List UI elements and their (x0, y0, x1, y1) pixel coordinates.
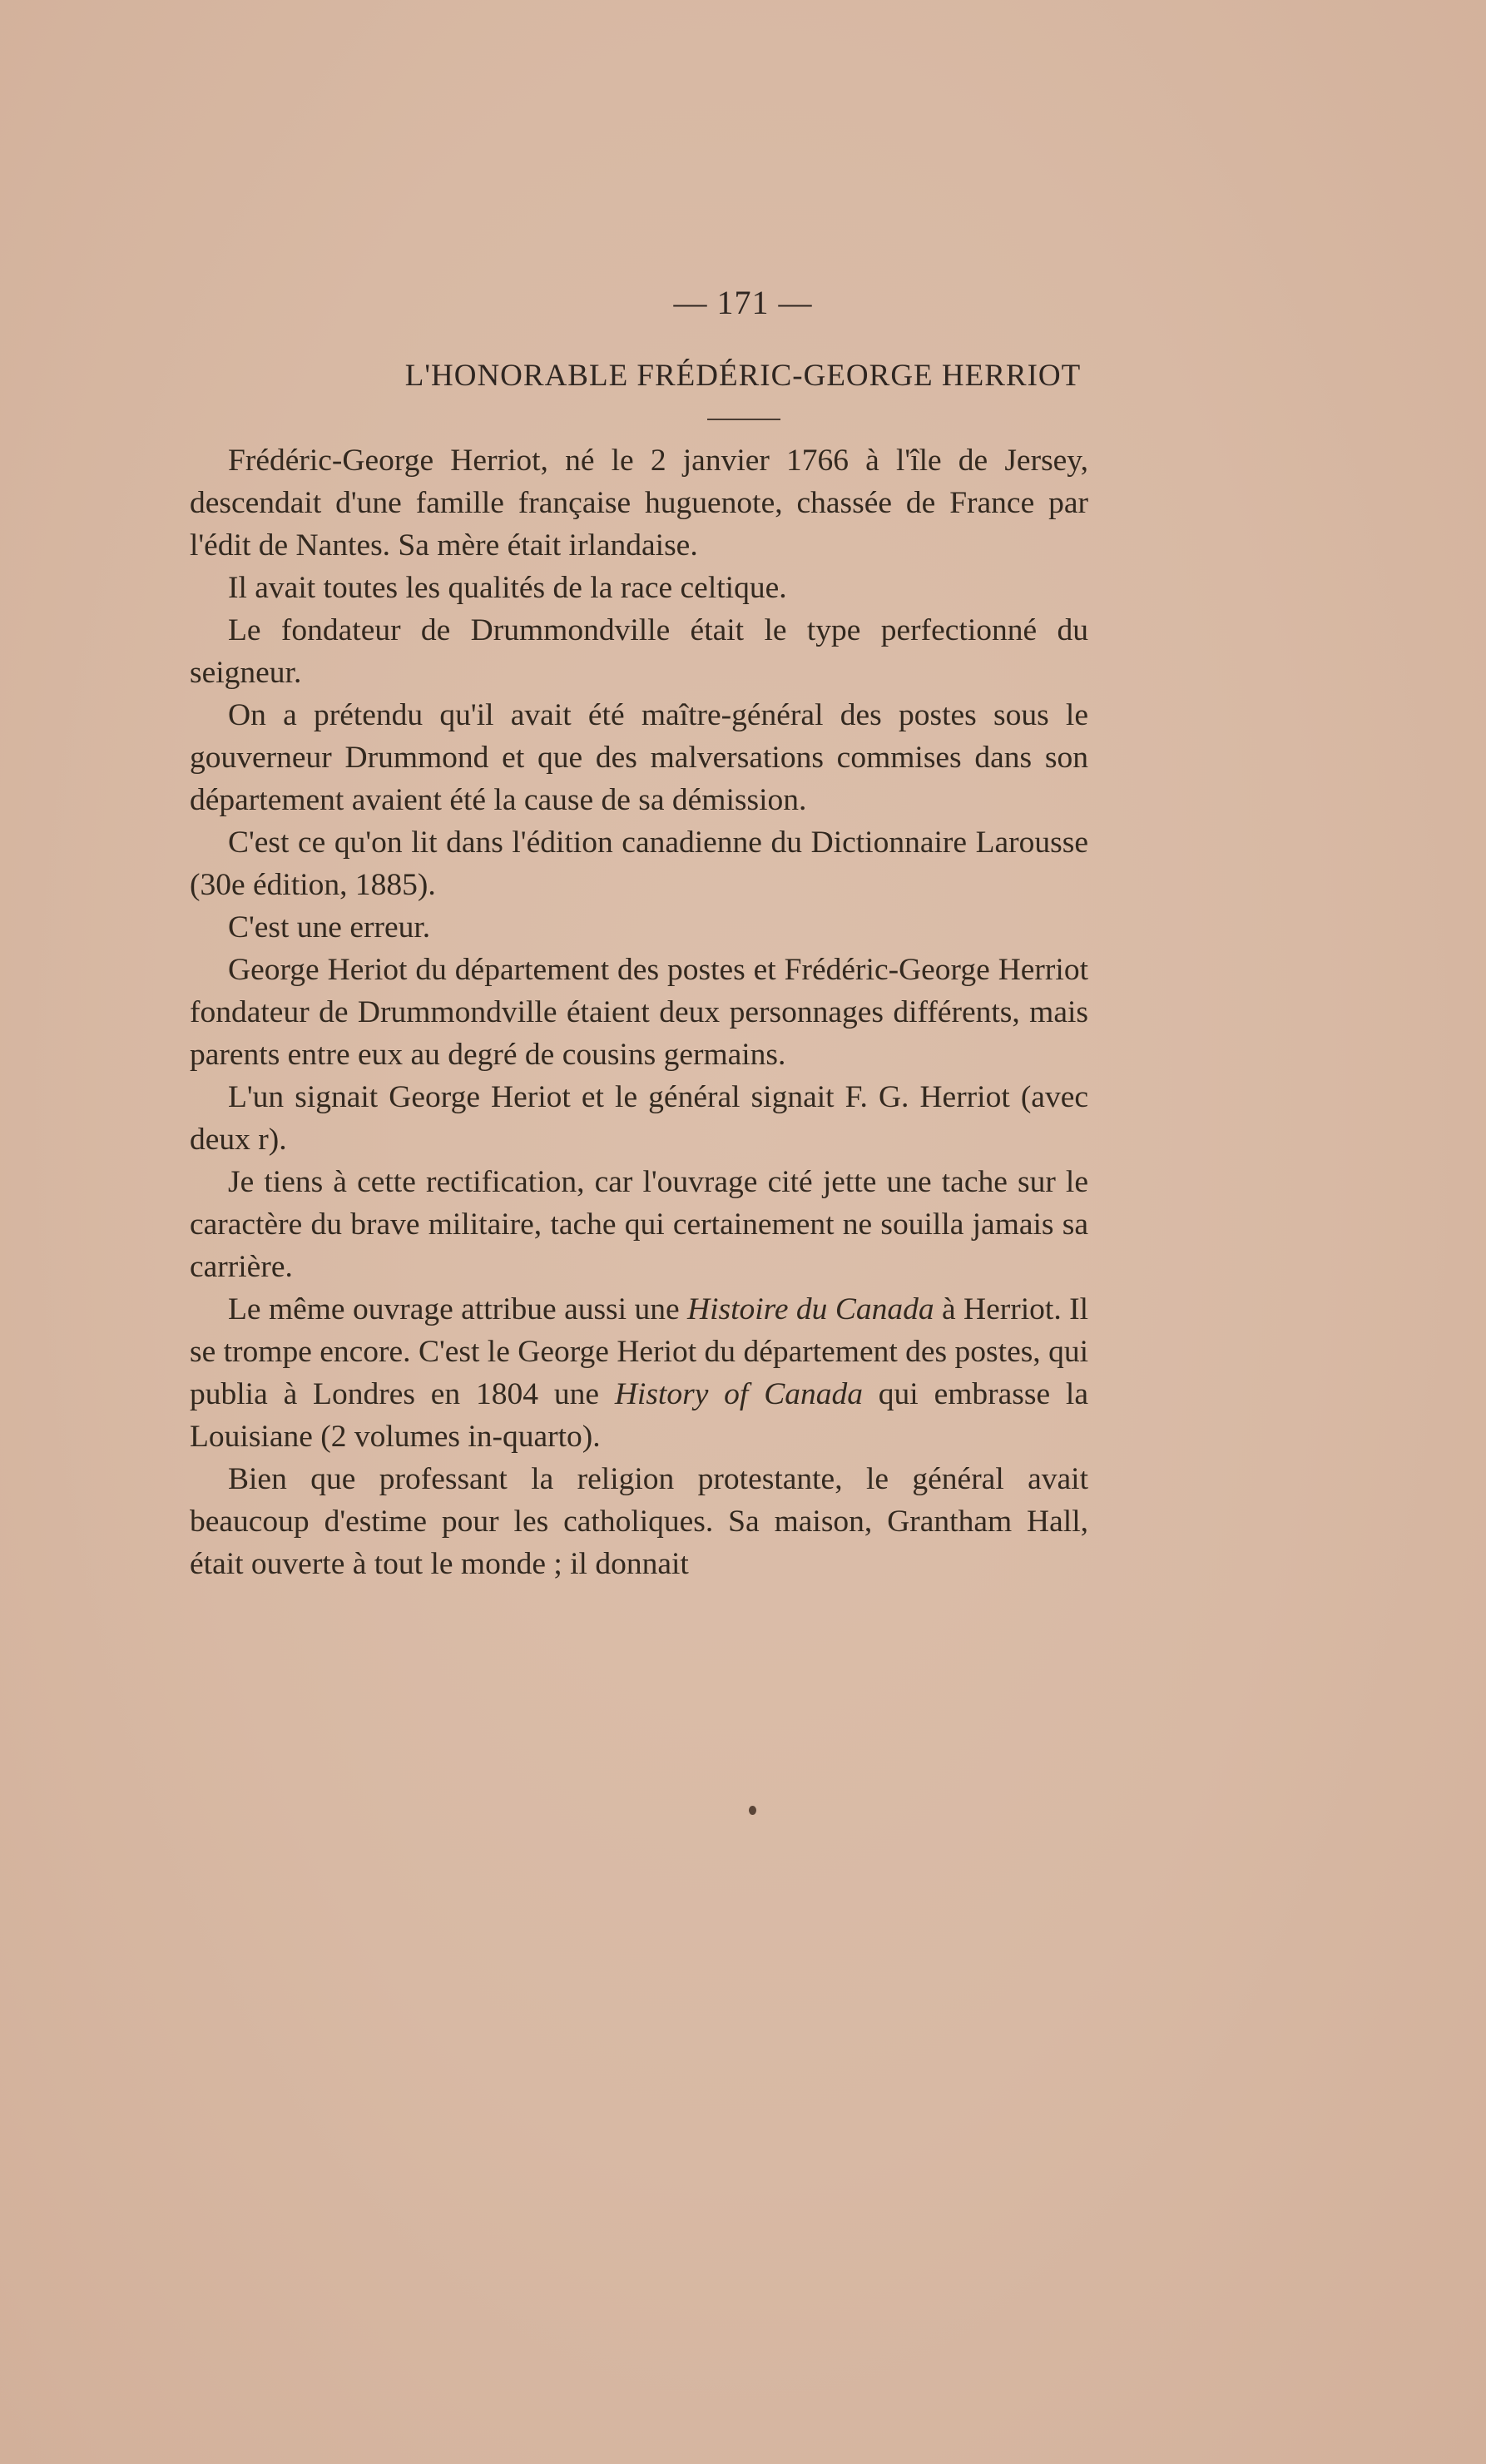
paragraph: C'est une erreur. (228, 910, 431, 944)
paragraph: Le fondateur de Drummondville était le type perfectionné du seigneur. (190, 613, 1088, 690)
paragraph: On a prétendu qu'il avait été maître-général des postes sous le gouverneur Drummond et que des malversations commises dans son département avaient été la cause de sa démission. (190, 698, 1088, 817)
paragraph: George Heriot du département des postes et Frédéric-George Herriot fondateur de Drummondville étaient deux personnages différents, mais parents entre eux au degré de cousins germains. (190, 953, 1088, 1072)
book-title-italic: History of Canada (614, 1377, 863, 1411)
ink-speck (749, 1806, 756, 1815)
heading-rule (707, 419, 780, 420)
paragraph: Je tiens à cette rectification, car l'ouvrage cité jette une tache sur le caractère du brave militaire, tache qui certainement ne souilla jamais sa carrière. (190, 1165, 1088, 1284)
paragraph: Il avait toutes les qualités de la race celtique. (228, 571, 787, 605)
paragraph-text: à Herriot. Il se trompe encore. C'est le George Heriot du département des postes, qui publia à Londres en 1804 une (190, 1292, 1088, 1411)
paragraph-text: qui embrasse la Louisiane (2 volumes in-quarto). (190, 1377, 1088, 1454)
paragraph: Frédéric-George Herriot, né le 2 janvier 1766 à l'île de Jersey, descendait d'une famille française huguenote, chassée de France par l'édit de Nantes. Sa mère était irlandaise. (190, 444, 1088, 563)
paragraph: L'un signait George Heriot et le général signait F. G. Herriot (avec deux r). (190, 1080, 1088, 1157)
paragraph: C'est ce qu'on lit dans l'édition canadienne du Dictionnaire Larousse (30e édition, 1885). (190, 825, 1088, 902)
body-text (190, 439, 1088, 1585)
paragraph: Bien que professant la religion protestante, le général avait beaucoup d'estime pour les catholiques. Sa maison, Grantham Hall, était ouverte à tout le monde ; il donnait (190, 1462, 1088, 1581)
chapter-heading: L'HONORABLE FRÉDÉRIC-GEORGE HERRIOT (404, 359, 1082, 393)
book-title-italic: Histoire du Canada (687, 1292, 934, 1326)
page-number: — 171 — (673, 284, 813, 321)
paragraph-histoire (190, 1288, 1088, 1458)
paragraph-text: Le même ouvrage attribue aussi une (228, 1292, 687, 1326)
